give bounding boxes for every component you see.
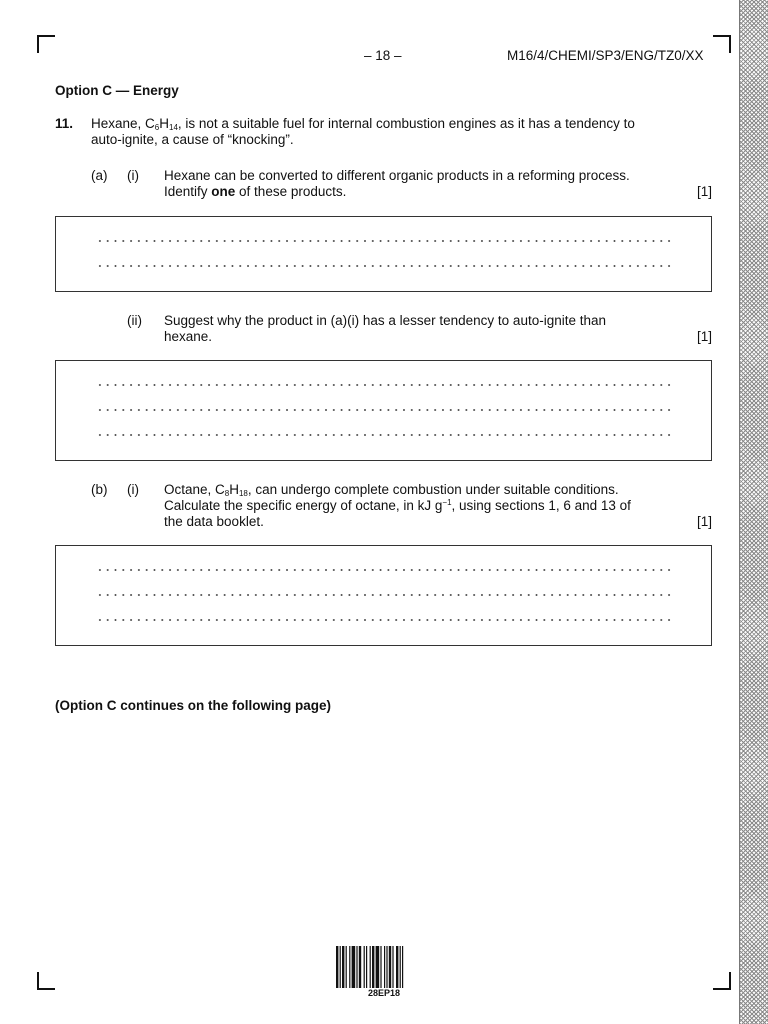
part-a-i-line2: Identify one of these products. bbox=[164, 184, 347, 199]
answer-line bbox=[96, 409, 674, 411]
question-intro-line2: auto-ignite, a cause of “knocking”. bbox=[91, 132, 294, 147]
answer-box-a-ii[interactable] bbox=[55, 360, 712, 461]
part-a-ii-marks: [1] bbox=[696, 329, 712, 344]
part-b-i-line3: the data booklet. bbox=[164, 514, 264, 529]
part-b-i-line1: Octane, $C_8H_{18}$, can undergo complete combustion under suitable conditions. bbox=[164, 482, 619, 498]
crop-mark-bottom-left bbox=[37, 972, 55, 990]
barcode bbox=[336, 946, 432, 988]
answer-box-b-i[interactable] bbox=[55, 545, 712, 646]
section-title: Option C — Energy bbox=[55, 83, 179, 98]
answer-line bbox=[96, 434, 674, 436]
page-number: – 18 – bbox=[364, 48, 402, 63]
part-b-i-line2: Calculate the specific energy of octane, in kJ $g^{-1}$, using sections 1, 6 and 13 of bbox=[164, 498, 631, 513]
part-b-label: (b) bbox=[91, 482, 108, 497]
answer-line bbox=[96, 265, 674, 267]
crop-mark-top-right bbox=[713, 35, 731, 53]
page-edge-hatching bbox=[739, 0, 768, 1024]
answer-box-a-i[interactable] bbox=[55, 216, 712, 292]
part-a-ii-label: (ii) bbox=[127, 313, 142, 328]
answer-line bbox=[96, 569, 674, 571]
part-a-i-line1: Hexane can be converted to different organic products in a reforming process. bbox=[164, 168, 630, 183]
part-b-i-label: (i) bbox=[127, 482, 139, 497]
part-a-ii-line2: hexane. bbox=[164, 329, 213, 344]
answer-line bbox=[96, 594, 674, 596]
part-a-ii-line1: Suggest why the product in (a)(i) has a lesser tendency to auto-ignite than bbox=[164, 313, 606, 328]
crop-mark-top-left bbox=[37, 35, 55, 53]
part-b-i-marks: [1] bbox=[696, 514, 712, 529]
answer-line bbox=[96, 240, 674, 242]
crop-mark-bottom-right bbox=[713, 972, 731, 990]
answer-line bbox=[96, 384, 674, 386]
part-a-i-marks: [1] bbox=[696, 184, 712, 199]
exam-code: M16/4/CHEMI/SP3/ENG/TZ0/XX bbox=[507, 48, 704, 63]
part-a-label: (a) bbox=[91, 168, 108, 183]
question-intro-line1: Hexane, $C_6H_{14}$, is not a suitable fuel for internal combustion engines as it has a tendency to bbox=[91, 116, 635, 132]
part-a-i-label: (i) bbox=[127, 168, 139, 183]
continuation-note: (Option C continues on the following page) bbox=[55, 698, 331, 713]
answer-line bbox=[96, 619, 674, 621]
barcode-label: 28EP18 bbox=[367, 988, 401, 998]
question-number: 11. bbox=[55, 116, 74, 131]
